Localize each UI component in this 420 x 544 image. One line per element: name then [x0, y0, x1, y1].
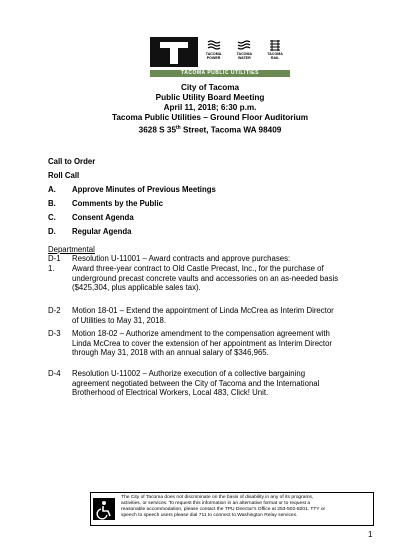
tacoma-t-logo-icon [150, 37, 198, 67]
item-text-d2: Motion 18-01 – Extend the appointment of Linda McCrea as Interim Director of Utilities to May 31, 2018. [72, 306, 334, 325]
agenda-item-letter: D. [48, 227, 56, 236]
brand-tacoma-power: TACOMA POWER [199, 37, 229, 67]
brand-tacoma-water: TACOMA WATER [229, 37, 259, 67]
item-text-d3: Motion 18-02 – Authorize amendment to the compensation agreement with Linda McCrea to cover the extension of her appointment as Interim Director through May 31, 2018 with an annual salary of $346,965. [72, 329, 333, 358]
water-waves-icon [237, 39, 251, 51]
header-location: Tacoma Public Utilities – Ground Floor Auditorium [111, 113, 309, 122]
logo-tagline: TACOMA PUBLIC UTILITIES [150, 70, 290, 77]
header-address: 3628 S 35th Street, Tacoma WA 98409 [138, 125, 282, 135]
accessibility-notice-text: The City of Tacoma does not discriminate on the basis of disability in any of its programs, activities, or services. To request this information in an alternative format or to request a reasonable accommodation, please contact the TPU Director's Office at 253-502-8201. TTY or speech to speech users please dial 711 to connect to Washington Relay services. [121, 495, 326, 518]
item-number-d2: D-2 [48, 306, 61, 315]
agenda-item-public-comments: Comments by the Public [72, 199, 163, 208]
roll-call: Roll Call [48, 171, 80, 180]
subitem-text-d1-1: Award three-year contract to Old Castle Precast, Inc., for the purchase of underground precast concrete vaults and accessories on an as-needed basis ($425,304, plus applicable sales tax). [72, 264, 339, 293]
page-number: 1 [368, 530, 373, 539]
wheelchair-accessibility-icon [93, 498, 115, 520]
header-meeting-title: Public Utility Board Meeting [155, 93, 265, 102]
power-waves-icon [207, 39, 221, 51]
header-date-time: April 11, 2018; 6:30 p.m. [163, 103, 257, 112]
subitem-number-d1-1: 1. [48, 264, 55, 273]
item-text-d1: Resolution U-11001 – Award contracts and approve purchases: [72, 254, 291, 263]
brand-tacoma-rail: TACOMA RAIL [260, 37, 290, 67]
item-number-d3: D-3 [48, 329, 61, 338]
agenda-item-consent: Consent Agenda [72, 213, 134, 222]
item-text-d4: Resolution U-11002 – Authorize execution of a collective bargaining agreement negotiated between the City of Tacoma and the International Brotherhood of Electrical Workers, Local 483, Click! Unit. [72, 369, 320, 398]
rail-lines-icon [268, 39, 282, 51]
header-city: City of Tacoma [180, 83, 240, 92]
item-number-d1: D-1 [48, 254, 61, 263]
agenda-item-letter: B. [48, 199, 56, 208]
call-to-order: Call to Order [48, 157, 96, 166]
accessibility-notice [90, 492, 374, 526]
agenda-item-letter: C. [48, 213, 56, 222]
departmental-heading: Departmental [48, 245, 95, 254]
tacoma-public-utilities-logo [150, 37, 290, 77]
meeting-header [0, 83, 420, 136]
agenda-item-letter: A. [48, 185, 56, 194]
item-number-d4: D-4 [48, 369, 61, 378]
agenda-item-regular: Regular Agenda [72, 227, 132, 236]
agenda-item-approve-minutes: Approve Minutes of Previous Meetings [72, 185, 216, 194]
